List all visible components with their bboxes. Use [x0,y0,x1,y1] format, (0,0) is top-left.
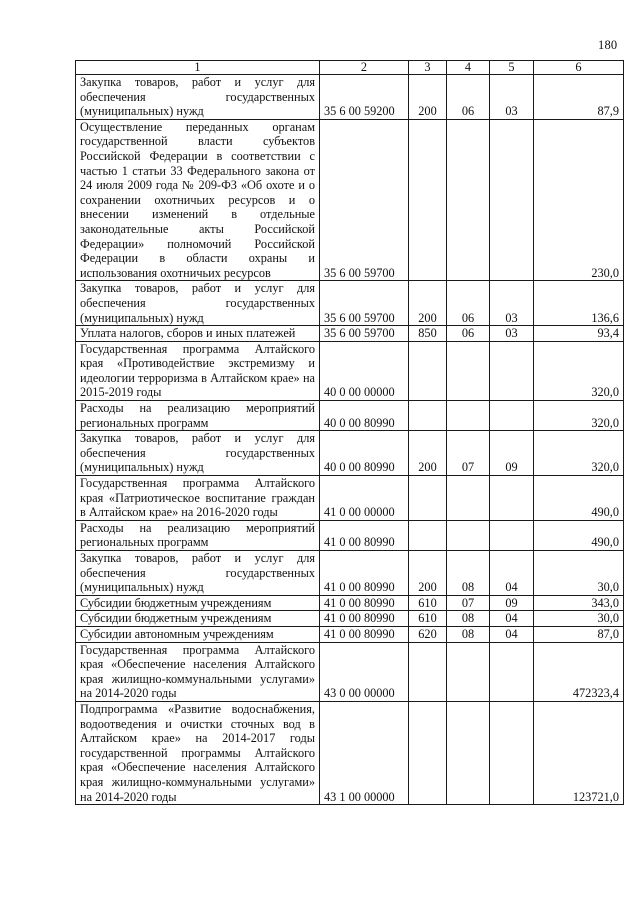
table-row [76,626,624,642]
row-name-cell: Государственная программа Алтайского края «Патриотическое воспитание граждан в Алтайском крае» на 2016-2020 годы [76,476,320,521]
header-col-6: 6 [534,61,624,75]
row-subsection-cell: 03 [490,281,534,326]
row-subsection-cell [490,642,534,701]
row-subsection-cell: 09 [490,431,534,476]
row-code-cell: 41 0 00 80990 [320,551,409,596]
row-code-cell: 35 6 00 59700 [320,326,409,342]
row-section-cell: 06 [447,75,490,120]
row-code-cell: 35 6 00 59700 [320,119,409,281]
row-section-cell [447,341,490,400]
row-code-cell: 35 6 00 59200 [320,75,409,120]
row-code-cell: 40 0 00 00000 [320,341,409,400]
row-expense-type-cell [409,119,447,281]
table-body [76,61,624,805]
table-row [76,281,624,326]
table-row [76,595,624,611]
row-expense-type-cell [409,642,447,701]
header-col-1: 1 [76,61,320,75]
row-expense-type-cell: 200 [409,75,447,120]
row-name-cell: Осуществление переданных органам государственной власти субъектов Российской Федерации в соответствии с частью 1 статьи 33 Федерального закона от 24 июля 2009 года № 209-ФЗ «Об охоте и о сохранении охотничьих ресурсов и о внесении изменений в отдельные законодательные акты Российской Федерации» полномочий Российской Федерации в области охраны и использования охотничьих ресурсов [76,119,320,281]
row-section-cell: 07 [447,595,490,611]
table-row [76,119,624,281]
row-amount-cell: 136,6 [534,281,624,326]
row-name-cell: Закупка товаров, работ и услуг для обеспечения государственных (муниципальных) нужд [76,551,320,596]
row-name-cell: Субсидии автономным учреждениям [76,626,320,642]
row-amount-cell: 123721,0 [534,701,624,804]
row-name-cell: Государственная программа Алтайского края «Обеспечение населения Алтайского края жилищно-коммунальными услугами» на 2014-2020 годы [76,642,320,701]
table-row [76,551,624,596]
row-amount-cell: 320,0 [534,431,624,476]
table-header-row [76,61,624,75]
table-row [76,326,624,342]
table-row [76,476,624,521]
row-subsection-cell: 04 [490,611,534,627]
row-name-cell: Закупка товаров, работ и услуг для обеспечения государственных (муниципальных) нужд [76,75,320,120]
row-code-cell: 41 0 00 80990 [320,520,409,550]
row-subsection-cell [490,476,534,521]
row-expense-type-cell: 200 [409,551,447,596]
header-col-2: 2 [320,61,409,75]
row-subsection-cell: 04 [490,551,534,596]
row-amount-cell: 30,0 [534,551,624,596]
table-row [76,75,624,120]
row-section-cell: 06 [447,326,490,342]
row-code-cell: 40 0 00 80990 [320,431,409,476]
row-name-cell: Субсидии бюджетным учреждениям [76,611,320,627]
table-row [76,611,624,627]
row-expense-type-cell: 850 [409,326,447,342]
row-amount-cell: 93,4 [534,326,624,342]
row-section-cell [447,642,490,701]
row-name-cell: Закупка товаров, работ и услуг для обеспечения государственных (муниципальных) нужд [76,281,320,326]
row-expense-type-cell [409,341,447,400]
header-col-5: 5 [490,61,534,75]
row-code-cell: 43 1 00 00000 [320,701,409,804]
row-amount-cell: 320,0 [534,341,624,400]
row-subsection-cell: 03 [490,75,534,120]
row-expense-type-cell: 610 [409,611,447,627]
row-amount-cell: 472323,4 [534,642,624,701]
row-subsection-cell [490,701,534,804]
row-expense-type-cell [409,401,447,431]
row-code-cell: 35 6 00 59700 [320,281,409,326]
row-amount-cell: 320,0 [534,401,624,431]
table-row [76,341,624,400]
row-expense-type-cell [409,476,447,521]
row-name-cell: Субсидии бюджетным учреждениям [76,595,320,611]
row-name-cell: Уплата налогов, сборов и иных платежей [76,326,320,342]
row-subsection-cell [490,520,534,550]
row-subsection-cell [490,341,534,400]
table-row [76,401,624,431]
row-amount-cell: 87,0 [534,626,624,642]
page-number: 180 [598,38,618,52]
row-subsection-cell [490,119,534,281]
row-expense-type-cell [409,520,447,550]
row-code-cell: 43 0 00 00000 [320,642,409,701]
row-subsection-cell: 04 [490,626,534,642]
table-row [76,701,624,804]
row-name-cell: Государственная программа Алтайского края «Противодействие экстремизму и идеологии терроризма в Алтайском крае» на 2015-2019 годы [76,341,320,400]
row-amount-cell: 87,9 [534,75,624,120]
row-expense-type-cell: 200 [409,281,447,326]
row-code-cell: 41 0 00 80990 [320,611,409,627]
row-subsection-cell: 03 [490,326,534,342]
row-code-cell: 41 0 00 00000 [320,476,409,521]
row-section-cell: 08 [447,611,490,627]
row-section-cell: 08 [447,626,490,642]
row-name-cell: Закупка товаров, работ и услуг для обеспечения государственных (муниципальных) нужд [76,431,320,476]
row-name-cell: Расходы на реализацию мероприятий региональных программ [76,520,320,550]
row-section-cell: 08 [447,551,490,596]
row-amount-cell: 230,0 [534,119,624,281]
row-name-cell: Подпрограмма «Развитие водоснабжения, водоотведения и очистки сточных вод в Алтайском крае» на 2014-2017 годы государственной программы Алтайского края «Обеспечение населения Алтайского края жилищно-коммунальными услугами» на 2014-2020 годы [76,701,320,804]
row-section-cell [447,520,490,550]
row-amount-cell: 490,0 [534,476,624,521]
row-subsection-cell: 09 [490,595,534,611]
row-amount-cell: 30,0 [534,611,624,627]
row-section-cell: 06 [447,281,490,326]
row-amount-cell: 490,0 [534,520,624,550]
table-row [76,642,624,701]
row-expense-type-cell: 610 [409,595,447,611]
row-name-cell: Расходы на реализацию мероприятий региональных программ [76,401,320,431]
row-code-cell: 41 0 00 80990 [320,626,409,642]
row-section-cell [447,701,490,804]
budget-table [75,60,624,805]
row-expense-type-cell [409,701,447,804]
table-row [76,431,624,476]
header-col-3: 3 [409,61,447,75]
row-expense-type-cell: 620 [409,626,447,642]
row-amount-cell: 343,0 [534,595,624,611]
row-section-cell: 07 [447,431,490,476]
header-col-4: 4 [447,61,490,75]
row-section-cell [447,476,490,521]
row-subsection-cell [490,401,534,431]
row-code-cell: 41 0 00 80990 [320,595,409,611]
row-section-cell [447,401,490,431]
row-section-cell [447,119,490,281]
row-code-cell: 40 0 00 80990 [320,401,409,431]
row-expense-type-cell: 200 [409,431,447,476]
table-row [76,520,624,550]
